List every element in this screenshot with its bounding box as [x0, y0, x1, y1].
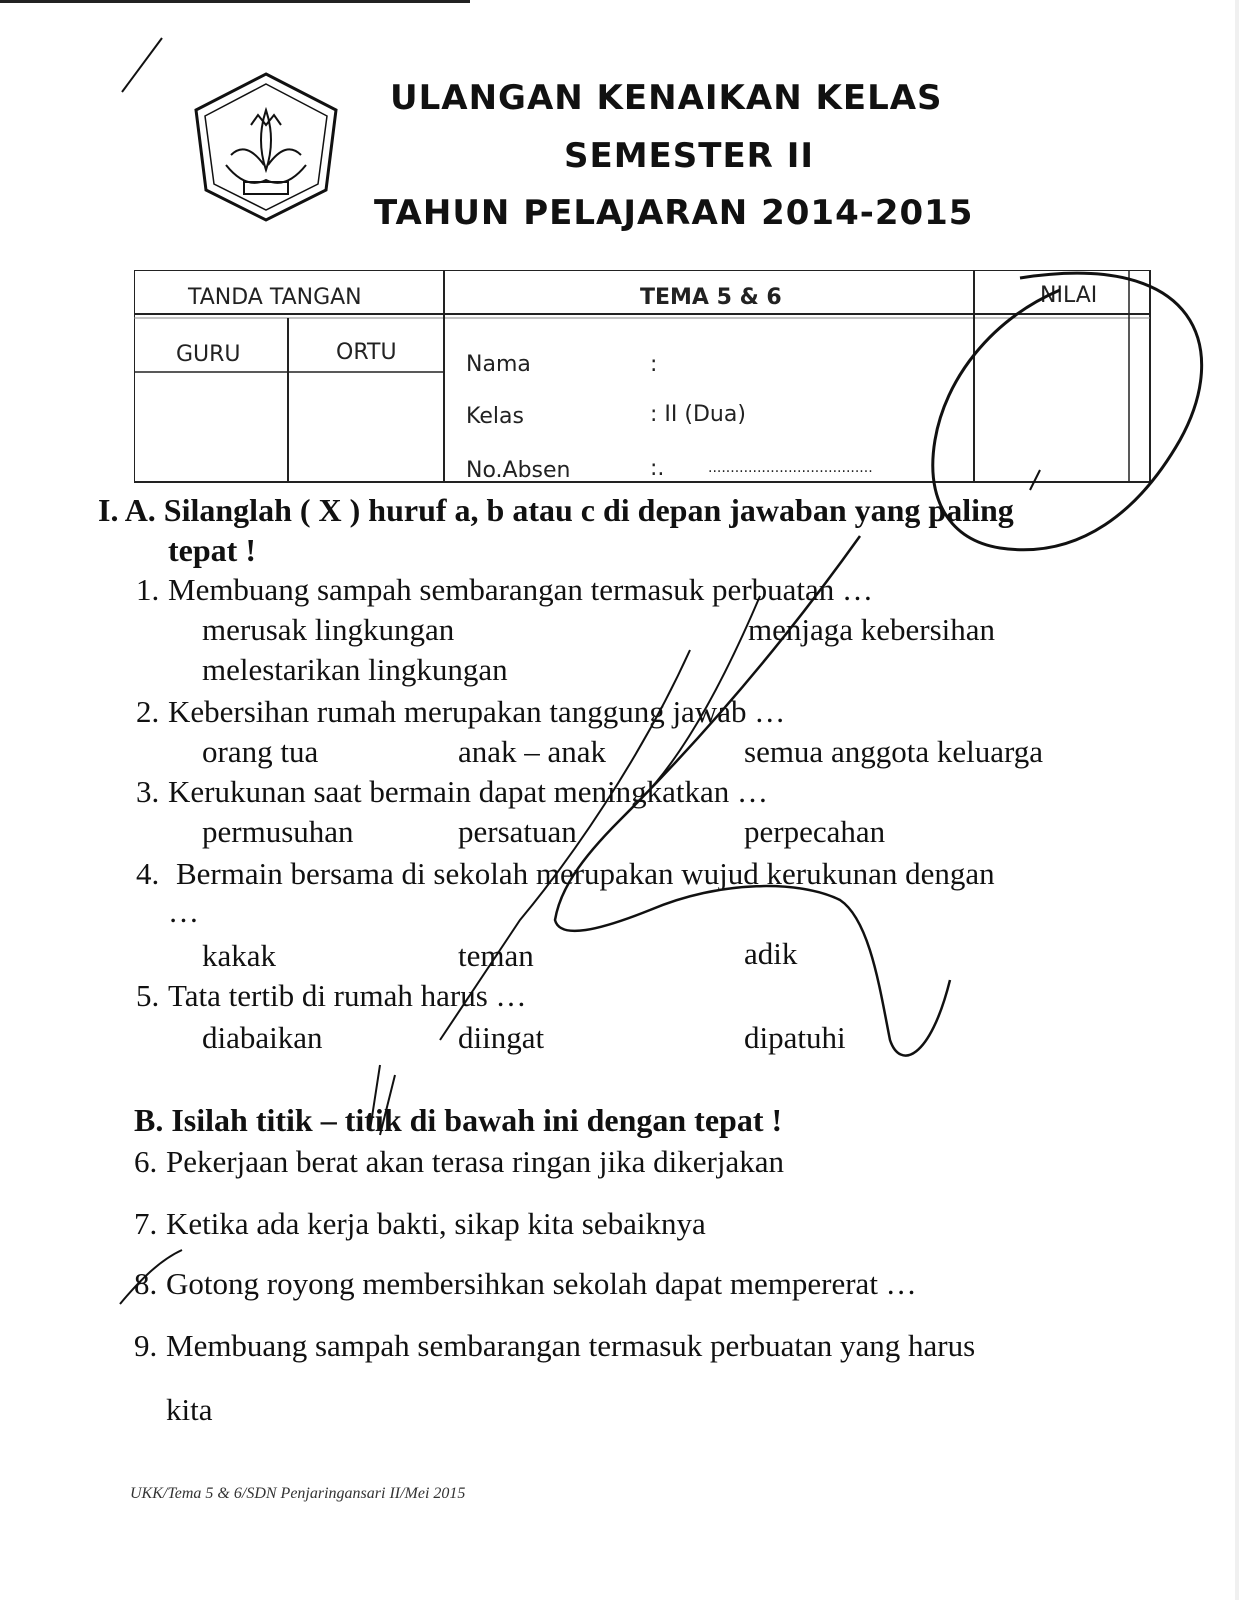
- academic-year-title: TAHUN PELAJARAN 2014-2015: [374, 193, 974, 233]
- question-text: Tata tertib di rumah harus …: [168, 978, 527, 1013]
- question-number: 2.: [136, 694, 160, 729]
- question-text: Membuang sampah sembarangan termasuk perbuatan …: [168, 572, 874, 607]
- answer-option[interactable]: permusuhan: [202, 814, 354, 849]
- absence-number-value[interactable]: :.: [650, 456, 665, 481]
- section-b-heading: B. Isilah titik – titik di bawah ini dengan tepat !: [134, 1102, 783, 1138]
- question-text: Ketika ada kerja bakti, sikap kita sebaiknya: [166, 1206, 706, 1241]
- class-value: : II (Dua): [650, 402, 746, 427]
- answer-option[interactable]: adik: [744, 936, 798, 971]
- question-text: Kerukunan saat bermain dapat meningkatkan …: [168, 774, 768, 809]
- answer-option[interactable]: orang tua: [202, 734, 319, 769]
- score-header: NILAI: [1040, 283, 1098, 308]
- question-number: 9.: [134, 1328, 158, 1363]
- answer-option[interactable]: merusak lingkungan: [202, 612, 455, 647]
- answer-option[interactable]: persatuan: [458, 814, 577, 849]
- answer-option[interactable]: dipatuhi: [744, 1020, 846, 1055]
- answer-option[interactable]: diabaikan: [202, 1020, 323, 1055]
- exam-title: ULANGAN KENAIKAN KELAS: [390, 78, 943, 118]
- section-a-heading-cont: tepat !: [168, 532, 256, 568]
- footer-text: UKK/Tema 5 & 6/SDN Penjaringansari II/Mei 2015: [130, 1485, 466, 1502]
- question-number: 6.: [134, 1144, 158, 1179]
- question-number: 4.: [136, 856, 160, 891]
- theme-header: TEMA 5 & 6: [640, 285, 782, 310]
- scan-edge-top: [0, 0, 470, 3]
- signature-header: TANDA TANGAN: [188, 285, 362, 310]
- answer-option[interactable]: menjaga kebersihan: [748, 612, 996, 647]
- answer-option[interactable]: anak – anak: [458, 734, 607, 769]
- teacher-label: GURU: [176, 342, 241, 367]
- question-number: 3.: [136, 774, 160, 809]
- semester-title: SEMESTER II: [564, 136, 814, 176]
- name-label: Nama: [466, 352, 531, 377]
- scan-edge-right: [1235, 0, 1239, 1600]
- absence-number-dots: .....................................: [708, 460, 873, 476]
- answer-option[interactable]: diingat: [458, 1020, 545, 1055]
- pen-tick-mark: [122, 38, 162, 92]
- answer-option[interactable]: semua anggota keluarga: [744, 734, 1043, 769]
- answer-option[interactable]: perpecahan: [744, 814, 886, 849]
- answer-option[interactable]: kakak: [202, 938, 277, 973]
- question-text: Pekerjaan berat akan terasa ringan jika dikerjakan: [166, 1144, 784, 1179]
- answer-option[interactable]: melestarikan lingkungan: [202, 652, 508, 687]
- parent-label: ORTU: [336, 340, 397, 365]
- question-text-cont: kita: [166, 1392, 213, 1427]
- question-number: 8.: [134, 1266, 158, 1301]
- question-text: Kebersihan rumah merupakan tanggung jawab …: [168, 694, 786, 729]
- question-text: Gotong royong membersihkan sekolah dapat mempererat …: [166, 1266, 917, 1301]
- question-text: Membuang sampah sembarangan termasuk perbuatan yang harus: [166, 1328, 976, 1363]
- absence-number-label: No.Absen: [466, 458, 571, 483]
- question-text: Bermain bersama di sekolah merupakan wujud kerukunan dengan: [176, 856, 995, 891]
- question-number: 7.: [134, 1206, 158, 1241]
- class-label: Kelas: [466, 404, 524, 429]
- section-a-heading: I. A. Silanglah ( X ) huruf a, b atau c di depan jawaban yang paling: [98, 492, 1014, 528]
- question-number: 5.: [136, 978, 160, 1013]
- answer-option[interactable]: teman: [458, 938, 534, 973]
- question-text-cont: …: [168, 894, 199, 929]
- tutwuri-handayani-logo: [186, 70, 346, 225]
- question-number: 1.: [136, 572, 160, 607]
- name-value[interactable]: :: [650, 352, 658, 377]
